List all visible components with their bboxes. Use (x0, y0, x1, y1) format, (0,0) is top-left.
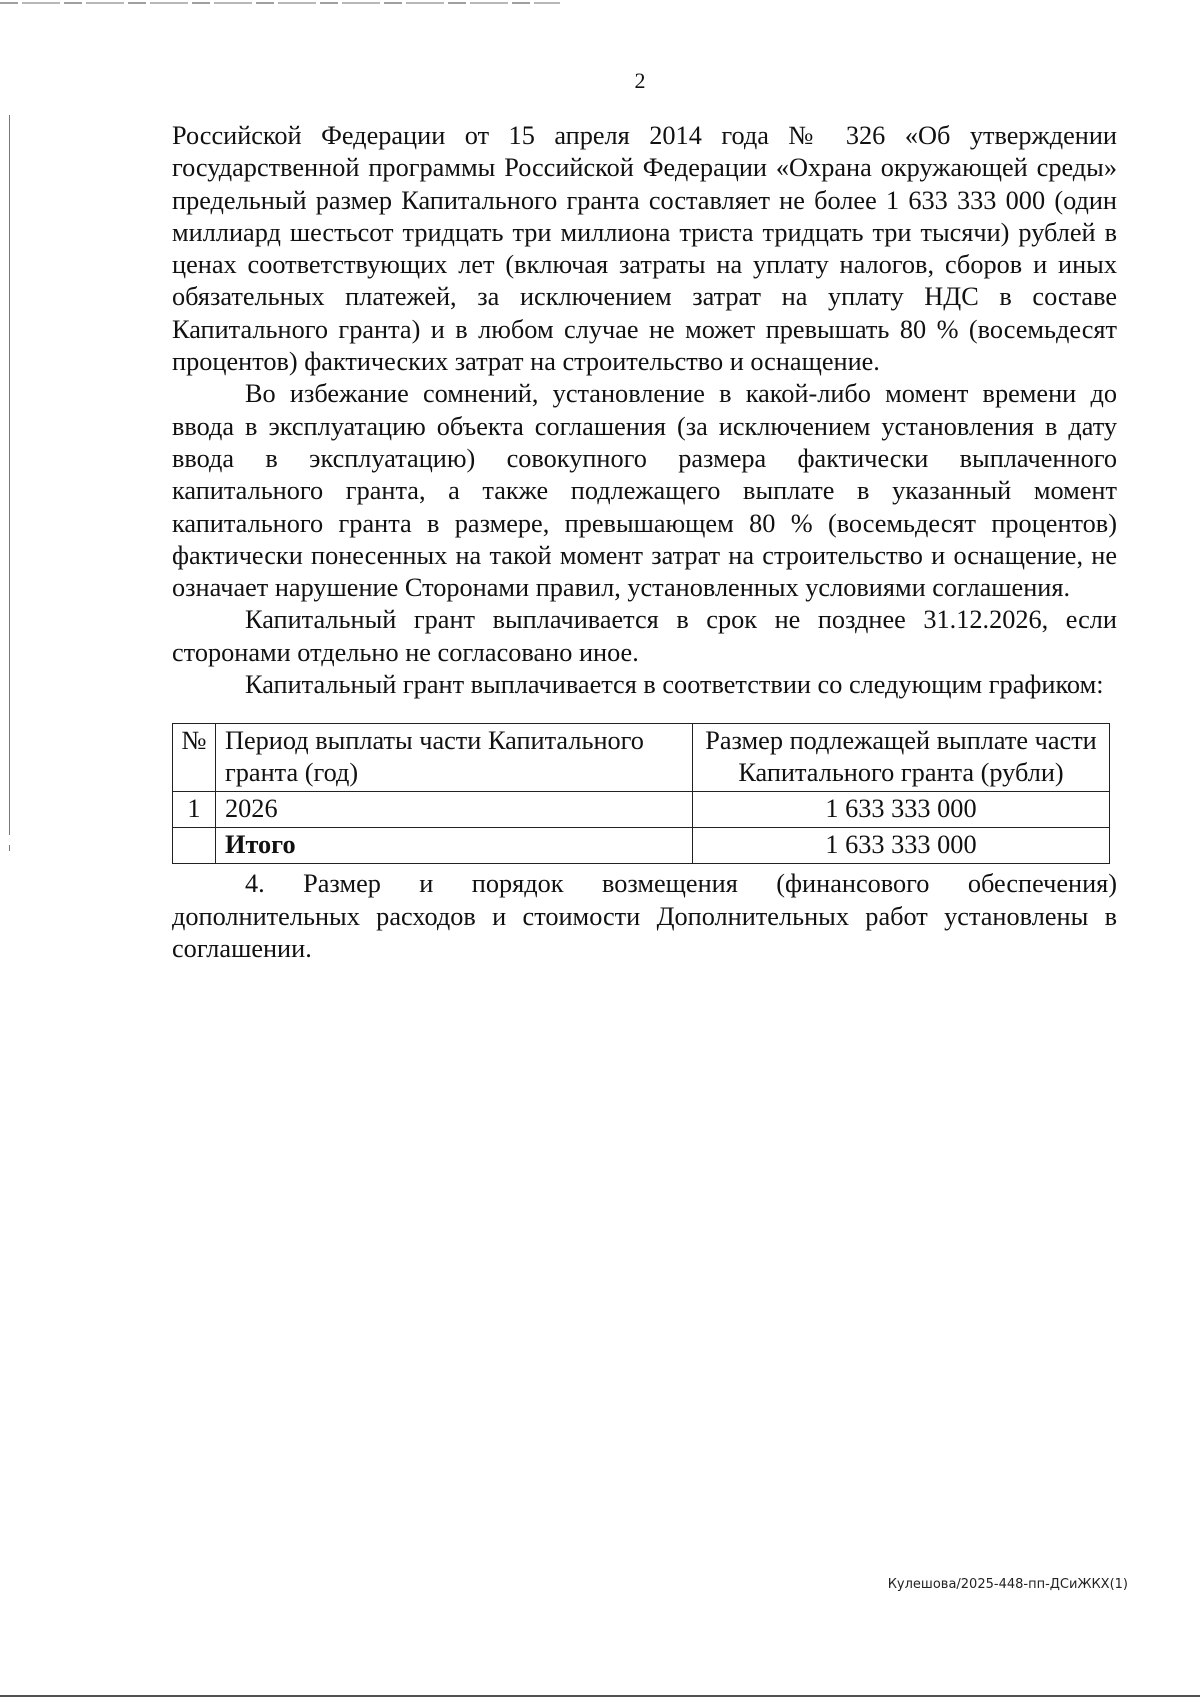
header-period: Период выплаты части Капитального гранта (год) (216, 724, 693, 792)
scan-artifact-top (0, 2, 560, 4)
paragraph-doubts-clause: Во избежание сомнений, установление в какой-либо момент времени до ввода в эксплуатацию объекта соглашения (за исключением установления в дату ввода в эксплуатацию) совокупного размера фактически выплаченного капитального гранта, а также подлежащего выплате в указанный момент капитального гранта в размере, превышающем 80 % (восемьдесят процентов) фактически понесенных на такой момент затрат на строительство и оснащение, не означает нарушение Сторонами правил, установленных условиями соглашения. (172, 379, 1117, 603)
page-number: 2 (634, 68, 646, 93)
document-body (172, 120, 1117, 965)
payment-schedule-table (172, 723, 1110, 864)
table-row (173, 792, 1110, 828)
paragraph-payment-deadline: Капитальный грант выплачивается в срок не позднее 31.12.2026, если сторонами отдельно не согласовано иное. (172, 605, 1117, 667)
total-num (173, 828, 216, 864)
header-num: № (173, 724, 216, 792)
paragraph-grant-limit: Российской Федерации от 15 апреля 2014 года № 326 «Об утверждении государственной программы Российской Федерации «Охрана окружающей среды» предельный размер Капитального гранта составляет не более 1 633 333 000 (один миллиард шестьсот тридцать три миллиона триста тридцать три тысячи) рублей в ценах соответствующих лет (включая затраты на уплату налогов, сборов и иных обязательных платежей, за исключением затрат на уплату НДС в составе Капитального гранта) и в любом случае не может превышать 80 % (восемьдесят процентов) фактических затрат на строительство и оснащение. (172, 121, 1117, 377)
header-amount: Размер подлежащей выплате части Капитального гранта (рубли) (693, 724, 1110, 792)
document-reference: Кулешова/2025-448-пп-ДСиЖКХ(1) (887, 1577, 1128, 1592)
table-header-row (173, 724, 1110, 792)
row-amount: 1 633 333 000 (693, 792, 1110, 828)
row-num: 1 (173, 792, 216, 828)
total-label: Итого (216, 828, 693, 864)
scan-artifact-left (9, 115, 10, 835)
scan-artifact-bottom (0, 1695, 1200, 1697)
total-amount: 1 633 333 000 (693, 828, 1110, 864)
table-total-row (173, 828, 1110, 864)
scan-artifact-left-mark (9, 845, 10, 851)
paragraph-additional-costs: 4. Размер и порядок возмещения (финансового обеспечения) дополнительных расходов и стоимости Дополнительных работ установлены в соглашении. (172, 869, 1117, 963)
row-period: 2026 (216, 792, 693, 828)
paragraph-schedule-intro: Капитальный грант выплачивается в соответствии со следующим графиком: (245, 670, 1104, 700)
